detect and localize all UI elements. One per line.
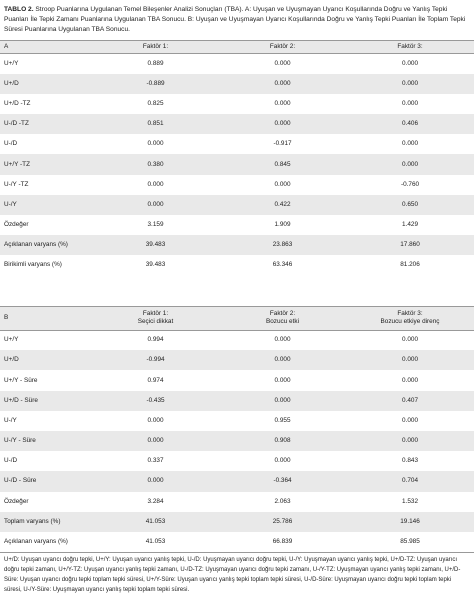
cell-factor-2: 0.000 [219,350,346,370]
table-row [0,54,474,74]
table-footnote: U+/D: Uyuşan uyarıcı doğru tepki, U+/Y: Uyuşan uyarıcı yanlış tepki, U-/D: Uyuşmayan uyarıcı doğru tepki, U-/Y: Uyuşmayan uyarıcı yanlış tepki, U+/D-TZ: Uyuşan uyarıcı doğru tepki zamanı, U+/Y-TZ: Uyuşan uyarıcı yanlış tepki zamanı, U-/D-TZ: Uyuşmayan uyarıcı doğru tepki zamanı, U-/Y-TZ: Uyuşmayan uyarıcı yanlış tepki zamanı, U+/D-Süre: Uyuşan uyarıcı doğru tepki toplam tepki süresi, U+/Y-Süre: Uyuşan uyarıcı yanlış tepki toplam tepki süresi, U-/D-Süre: Uyuşmayan uyarıcı doğru tepki toplam tepki süresi, U-/Y-Süre: Uyuşmayan uyarıcı yanlış tepki toplam tepki süresi. [0,552,474,595]
row-label: U+/D - Süre [0,391,92,411]
cell-factor-3: 17.860 [346,235,474,255]
cell-factor-1: 39.483 [92,235,219,255]
table-b-header-factor-2 [219,306,346,330]
cell-factor-2: 0.000 [274,376,291,384]
cell-factor-2: 63.346 [272,261,293,269]
cell-factor-2: 0.908 [219,431,346,451]
table-row [0,114,474,134]
row-label: Özdeğer [4,221,29,229]
cell-factor-1: 3.284 [147,497,164,505]
cell-factor-1: 0.000 [147,180,164,188]
row-label: U-/D [4,140,18,148]
cell-factor-2: 0.000 [274,180,291,188]
header-line-1: Faktör 2: [269,309,296,317]
cell-factor-2: 0.955 [274,416,291,424]
table-row [0,195,474,215]
row-label: Özdeğer [4,497,29,505]
cell-factor-1: 0.994 [147,336,164,344]
table-a-header-row [0,41,474,54]
cell-factor-1: 0.000 [92,471,219,491]
cell-factor-3: 81.206 [400,261,420,269]
table-row [0,235,474,255]
row-label: U+/Y - Süre [4,376,38,384]
cell-factor-3: 0.000 [346,431,474,451]
table-b-label: B [0,306,92,330]
row-label: Açıklanan varyans (%) [0,235,92,255]
row-label: U+/Y [4,59,19,67]
header-line-1: Faktör 1: [142,309,169,317]
cell-factor-1: 0.380 [92,154,219,174]
table-row [0,370,474,390]
cell-factor-1: 0.000 [147,140,164,148]
table-row [0,74,474,94]
table-row [0,451,474,471]
table-a-label: A [0,41,92,54]
cell-factor-2: -0.364 [219,471,346,491]
cell-factor-3: 0.000 [402,336,418,344]
cell-factor-1: 0.889 [147,59,164,67]
cell-factor-2: 0.000 [274,59,291,67]
table-row [0,532,474,552]
cell-factor-3: 0.406 [346,114,474,134]
cell-factor-3: 0.000 [346,350,474,370]
row-label: U+/D -TZ [4,99,31,107]
table-b [0,276,474,553]
header-line-2: Bozucu etki [265,318,300,326]
row-label: U+/D [0,350,92,370]
table-separator [0,276,474,307]
cell-factor-2: 0.000 [219,74,346,94]
table-caption [0,0,474,31]
cell-factor-1: -0.889 [92,74,219,94]
row-label: U+/Y -TZ [0,154,92,174]
row-label: Açıklanan varyans (%) [4,538,68,546]
cell-factor-1: 39.483 [145,261,166,269]
table-row [0,391,474,411]
header-line-2: Seçici dikkat [137,318,174,326]
cell-factor-1: -0.994 [92,350,219,370]
table-b-header-factor-3 [346,306,474,330]
table-row [0,330,474,350]
table-row [0,512,474,532]
table-a [0,40,474,276]
table-a-header-factor-3: Faktör 3: [346,41,474,54]
header-line-2: Bozucu etkiye direnç [380,318,440,326]
table-row [0,215,474,235]
table-row [0,94,474,114]
cell-factor-3: 0.650 [346,195,474,215]
cell-factor-1: 0.825 [147,99,164,107]
row-label: U+/Y [4,336,19,344]
table-row [0,154,474,174]
table-row [0,492,474,512]
cell-factor-3: 0.704 [346,471,474,491]
row-label: U-/Y -TZ [4,180,29,188]
row-label: U-/Y [4,416,17,424]
row-label: U-/Y [0,195,92,215]
cell-factor-1: 0.974 [147,376,164,384]
header-line-1: Faktör 3: [397,309,423,317]
cell-factor-1: 3.159 [147,221,164,229]
cell-factor-3: 0.407 [346,391,474,411]
caption-text: Stroop Puanlarına Uygulanan Temel Bileşenler Analizi Sonuçları (TBA). A: Uyuşan ve Uyuşmayan Uyarıcı Koşullarında Doğru ve Yanlış Tepki Puanları İle Tepki Zamanı Puanlarına Uygulanan TBA Sonucu. B: Uyuşan ve Uyuşmayan Uyarıcı Koşullarında Doğru ve Yanlış Tepki Puanları İle Toplam Tepki Süresi Puanlarına Uygulanan TBA Sonucu. [4,6,466,33]
cell-factor-3: 0.000 [346,154,474,174]
cell-factor-1: 41.053 [92,512,219,532]
cell-factor-3: 1.429 [402,221,418,229]
cell-factor-2: 0.422 [219,195,346,215]
cell-factor-2: 66.839 [272,538,293,546]
table-b-header-row [0,306,474,330]
cell-factor-1: 0.337 [147,457,164,465]
cell-factor-2: 25.786 [219,512,346,532]
cell-factor-2: 0.000 [219,114,346,134]
table-row [0,471,474,491]
cell-factor-3: 0.000 [402,59,418,67]
cell-factor-1: 0.851 [92,114,219,134]
cell-factor-3: 0.843 [402,457,418,465]
cell-factor-2: 0.000 [274,336,291,344]
cell-factor-3: 85.985 [400,538,420,546]
cell-factor-2: 0.000 [274,99,291,107]
cell-factor-1: 0.000 [147,416,164,424]
row-label: Birikimli varyans (%) [4,261,62,269]
cell-factor-1: -0.435 [92,391,219,411]
table-row [0,255,474,275]
cell-factor-2: 1.909 [274,221,291,229]
cell-factor-3: 1.532 [402,497,418,505]
row-label: U+/D [0,74,92,94]
cell-factor-2: 23.863 [219,235,346,255]
caption-label: TABLO 2. [4,6,34,13]
cell-factor-3: 0.000 [402,416,418,424]
cell-factor-1: 0.000 [92,195,219,215]
table-row [0,431,474,451]
cell-factor-3: 0.000 [346,74,474,94]
cell-factor-2: 0.845 [219,154,346,174]
row-label: Toplam varyans (%) [0,512,92,532]
row-label: U-/D - Süre [0,471,92,491]
cell-factor-3: 0.000 [402,99,418,107]
cell-factor-2: 0.000 [274,457,291,465]
cell-factor-3: 19.146 [346,512,474,532]
table-a-header-factor-2: Faktör 2: [219,41,346,54]
cell-factor-2: -0.917 [273,140,292,148]
row-label: U-/Y - Süre [0,431,92,451]
cell-factor-3: 0.000 [402,376,418,384]
row-label: U-/D -TZ [0,114,92,134]
row-label: U-/D [4,457,18,465]
cell-factor-1: 41.053 [145,538,166,546]
cell-factor-3: 0.000 [402,140,418,148]
cell-factor-1: 0.000 [92,431,219,451]
table-a-header-factor-1: Faktör 1: [92,41,219,54]
cell-factor-2: 0.000 [219,391,346,411]
table-row [0,175,474,195]
table-row [0,350,474,370]
cell-factor-3: -0.760 [400,180,420,188]
table-row [0,411,474,431]
table-b-header-factor-1 [92,306,219,330]
cell-factor-2: 2.063 [274,497,291,505]
table-row [0,134,474,154]
